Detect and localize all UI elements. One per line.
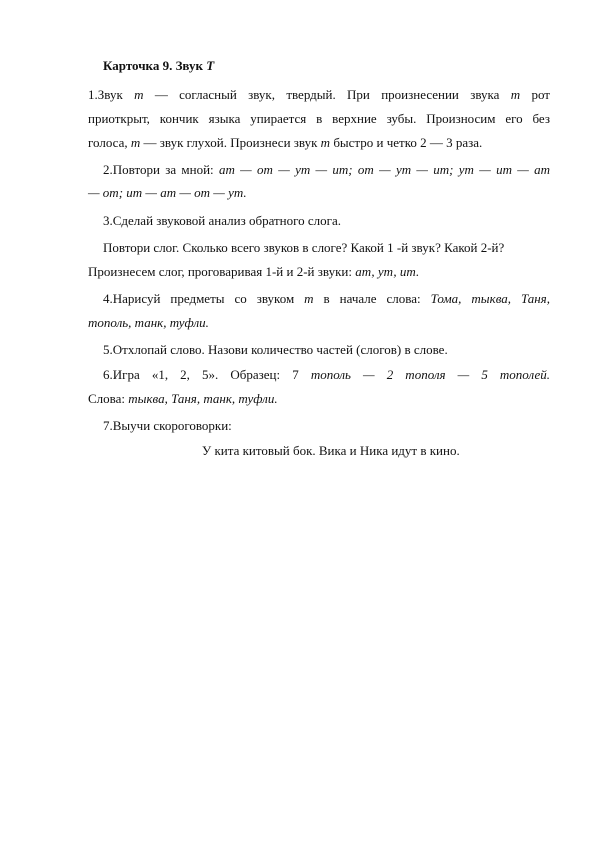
card-title: Карточка 9. Звук Т (103, 58, 215, 73)
item-6-line-1: 6.Игра «1, 2, 5». Образец: 7 тополь — 2 тополя — 5 тополей. (103, 367, 550, 382)
item-2-line-2: — от; ит — ат — от — ут. (88, 185, 247, 200)
item-5-line-1: 5.Отхлопай слово. Назови количество частей (слогов) в слове. (103, 342, 448, 357)
item-3-line-3: Произнесем слог, проговаривая 1-й и 2-й звуки: ат, ут, ит. (88, 264, 420, 279)
item-1-line-1: 1.Звук т — согласный звук, твердый. При произнесении звука т рот (88, 87, 550, 102)
tongue-twisters: У кита китовый бок. Вика и Ника идут в кино. (202, 443, 460, 458)
item-2-line-1: 2.Повтори за мной: ат — от — ут — ит; от — ут — ит; ут — ит — ат (103, 162, 551, 177)
item-1-line-3: голоса, т — звук глухой. Произнеси звук т быстро и четко 2 — 3 раза. (88, 135, 483, 150)
item-3-line-2: Повтори слог. Сколько всего звуков в слоге? Какой 1 -й звук? Какой 2-й? (103, 240, 505, 255)
item-3-line-1: 3.Сделай звуковой анализ обратного слога. (103, 213, 342, 228)
item-4-line-2: тополь, танк, туфли. (88, 315, 209, 330)
item-7-line-1: 7.Выучи скороговорки: (103, 418, 232, 433)
item-6-line-2: Слова: тыква, Таня, танк, туфли. (88, 391, 278, 406)
item-4-line-1: 4.Нарисуй предметы со звуком т в начале слова: Тома, тыква, Таня, (103, 291, 550, 306)
item-1-line-2: приоткрыт, кончик языка упирается в верхние зубы. Произносим его без (88, 111, 550, 126)
title-letter: Т (206, 58, 215, 73)
